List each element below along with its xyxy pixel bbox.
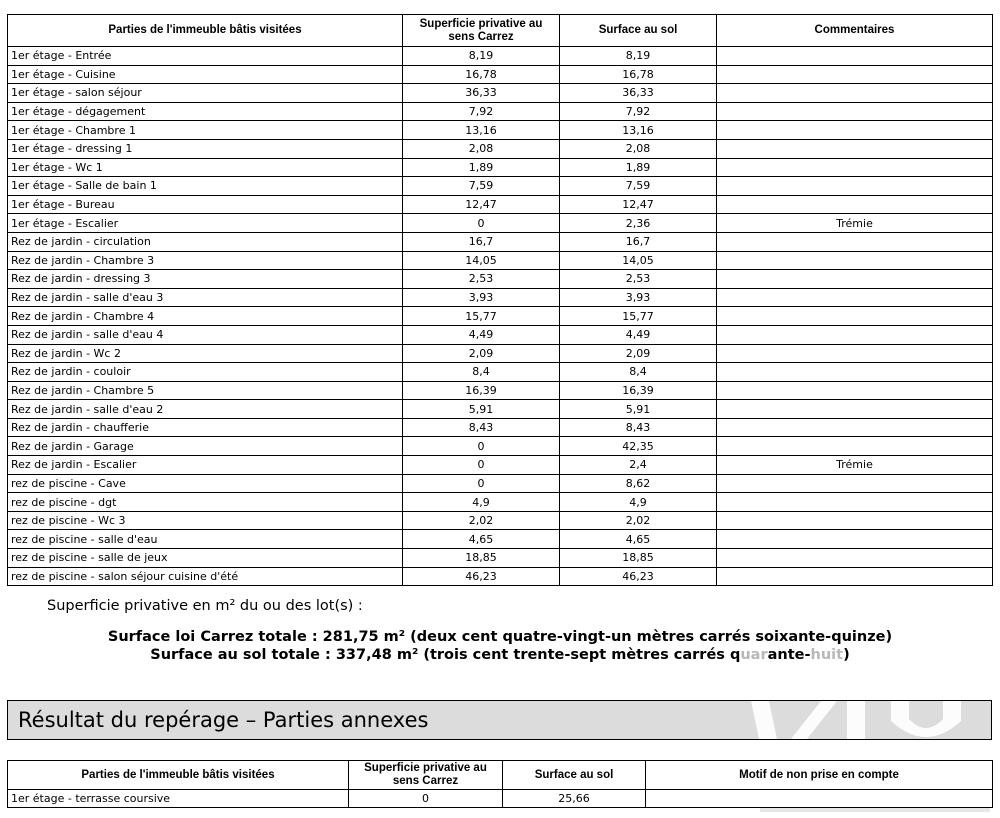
- table-cell-sol: 2,53: [560, 270, 717, 289]
- table-cell-carrez: 0: [403, 474, 560, 493]
- table-cell-carrez: 4,9: [403, 493, 560, 512]
- table-cell-part: rez de piscine - Wc 3: [8, 511, 403, 530]
- table-cell-part: 1er étage - dressing 1: [8, 139, 403, 158]
- table-cell-part: Rez de jardin - circulation: [8, 232, 403, 251]
- annex-header-row: [8, 761, 993, 790]
- table-cell-sol: 16,7: [560, 232, 717, 251]
- table-cell-carrez: 46,23: [403, 567, 560, 586]
- annex-row: [8, 790, 993, 808]
- table-cell-sol: 18,85: [560, 549, 717, 568]
- table-cell-part: 1er étage - Salle de bain 1: [8, 177, 403, 196]
- table-cell-part: 1er étage - Cuisine: [8, 65, 403, 84]
- table-cell-sol: 36,33: [560, 84, 717, 103]
- table-cell-carrez: 0: [403, 214, 560, 233]
- table-cell-sol: 15,77: [560, 307, 717, 326]
- table-cell-sol: 2,36: [560, 214, 717, 233]
- table-row: [8, 493, 993, 512]
- annex-section-header: [7, 700, 992, 740]
- table-cell-comment: [717, 307, 993, 326]
- table-cell-carrez: 16,7: [403, 232, 560, 251]
- table-cell-sol: 8,62: [560, 474, 717, 493]
- table-cell-comment: [717, 530, 993, 549]
- table-cell-sol: 5,91: [560, 400, 717, 419]
- table-cell-carrez: 4,65: [403, 530, 560, 549]
- table-cell-carrez: 16,39: [403, 381, 560, 400]
- table-cell-part: Rez de jardin - salle d'eau 4: [8, 325, 403, 344]
- table-cell-sol: 2,09: [560, 344, 717, 363]
- table-cell-comment: [717, 474, 993, 493]
- annex-header-carrez: Superficie privative au sens Carrez: [349, 761, 503, 790]
- table-cell-comment: [717, 102, 993, 121]
- table-cell-sol: 8,4: [560, 363, 717, 382]
- annex-cell-motif: [646, 790, 993, 808]
- watermark-strip-icon: [760, 806, 990, 818]
- table-cell-comment: [717, 418, 993, 437]
- annex-section-title: Résultat du repérage – Parties annexes: [18, 708, 429, 732]
- table-cell-comment: [717, 325, 993, 344]
- table-cell-part: Rez de jardin - Chambre 5: [8, 381, 403, 400]
- table-cell-part: 1er étage - Escalier: [8, 214, 403, 233]
- table-cell-part: Rez de jardin - Garage: [8, 437, 403, 456]
- table-cell-comment: [717, 251, 993, 270]
- annex-table: [7, 760, 993, 808]
- table-cell-comment: [717, 363, 993, 382]
- table-cell-part: Rez de jardin - salle d'eau 3: [8, 288, 403, 307]
- table-cell-sol: 2,08: [560, 139, 717, 158]
- table-cell-part: Rez de jardin - dressing 3: [8, 270, 403, 289]
- table-row: [8, 307, 993, 326]
- table-cell-comment: [717, 121, 993, 140]
- table-cell-part: Rez de jardin - Escalier: [8, 456, 403, 475]
- table-cell-comment: [717, 158, 993, 177]
- table-cell-sol: 8,19: [560, 47, 717, 66]
- table-cell-part: Rez de jardin - salle d'eau 2: [8, 400, 403, 419]
- table-row: [8, 177, 993, 196]
- table-cell-part: 1er étage - Bureau: [8, 195, 403, 214]
- header-carrez: Superficie privative au sens Carrez: [403, 15, 560, 47]
- table-row: [8, 195, 993, 214]
- table-cell-carrez: 4,49: [403, 325, 560, 344]
- carrez-surface-table: [7, 14, 993, 586]
- summary-intro: Superficie privative en m² du ou des lot(s) :: [47, 598, 363, 614]
- table-cell-carrez: 0: [403, 456, 560, 475]
- table-row: [8, 400, 993, 419]
- table-cell-comment: [717, 381, 993, 400]
- table-cell-sol: 2,4: [560, 456, 717, 475]
- table-cell-part: 1er étage - dégagement: [8, 102, 403, 121]
- annex-cell-carrez: 0: [349, 790, 503, 808]
- table-row: [8, 474, 993, 493]
- table-cell-sol: 46,23: [560, 567, 717, 586]
- table-cell-part: Rez de jardin - couloir: [8, 363, 403, 382]
- table-cell-carrez: 8,43: [403, 418, 560, 437]
- table-row: [8, 344, 993, 363]
- table-cell-part: 1er étage - Entrée: [8, 47, 403, 66]
- table-cell-part: rez de piscine - dgt: [8, 493, 403, 512]
- table-cell-comment: [717, 177, 993, 196]
- annex-cell-sol: 25,66: [503, 790, 646, 808]
- table-cell-comment: [717, 288, 993, 307]
- sol-total: Surface au sol totale : 337,48 m² (trois cent trente-sept mètres carrés quarante-huit): [150, 647, 850, 663]
- table-header-row: [8, 15, 993, 47]
- table-row: [8, 325, 993, 344]
- logo-watermark-icon: [751, 701, 991, 739]
- table-cell-part: Rez de jardin - Wc 2: [8, 344, 403, 363]
- table-cell-sol: 4,49: [560, 325, 717, 344]
- table-row: [8, 102, 993, 121]
- table-row: [8, 567, 993, 586]
- table-cell-comment: [717, 493, 993, 512]
- table-cell-comment: [717, 437, 993, 456]
- table-cell-carrez: 7,59: [403, 177, 560, 196]
- annex-header-part: Parties de l'immeuble bâtis visitées: [8, 761, 349, 790]
- table-cell-sol: 16,78: [560, 65, 717, 84]
- table-cell-part: Rez de jardin - Chambre 4: [8, 307, 403, 326]
- table-row: [8, 363, 993, 382]
- table-cell-sol: 13,16: [560, 121, 717, 140]
- annex-header-sol: Surface au sol: [503, 761, 646, 790]
- table-row: [8, 549, 993, 568]
- table-cell-comment: [717, 47, 993, 66]
- table-cell-comment: [717, 84, 993, 103]
- table-cell-carrez: 2,09: [403, 344, 560, 363]
- table-cell-carrez: 7,92: [403, 102, 560, 121]
- table-cell-part: rez de piscine - Cave: [8, 474, 403, 493]
- table-cell-comment: Trémie: [717, 456, 993, 475]
- summary-totals: [0, 628, 1000, 664]
- table-row: [8, 65, 993, 84]
- table-cell-sol: 42,35: [560, 437, 717, 456]
- table-row: [8, 530, 993, 549]
- table-row: [8, 232, 993, 251]
- header-part: Parties de l'immeuble bâtis visitées: [8, 15, 403, 47]
- table-cell-carrez: 8,4: [403, 363, 560, 382]
- table-cell-sol: 1,89: [560, 158, 717, 177]
- table-cell-comment: [717, 344, 993, 363]
- table-row: [8, 288, 993, 307]
- table-row: [8, 158, 993, 177]
- table-cell-part: Rez de jardin - Chambre 3: [8, 251, 403, 270]
- table-cell-part: Rez de jardin - chaufferie: [8, 418, 403, 437]
- table-cell-carrez: 1,89: [403, 158, 560, 177]
- table-cell-carrez: 2,02: [403, 511, 560, 530]
- table-cell-comment: Trémie: [717, 214, 993, 233]
- table-cell-sol: 14,05: [560, 251, 717, 270]
- table-cell-comment: [717, 65, 993, 84]
- table-row: [8, 214, 993, 233]
- table-cell-part: 1er étage - Chambre 1: [8, 121, 403, 140]
- table-cell-carrez: 36,33: [403, 84, 560, 103]
- table-cell-part: rez de piscine - salle de jeux: [8, 549, 403, 568]
- table-cell-sol: 4,65: [560, 530, 717, 549]
- table-row: [8, 270, 993, 289]
- table-cell-comment: [717, 400, 993, 419]
- table-cell-comment: [717, 232, 993, 251]
- table-row: [8, 418, 993, 437]
- table-cell-part: rez de piscine - salon séjour cuisine d'été: [8, 567, 403, 586]
- table-row: [8, 251, 993, 270]
- table-cell-comment: [717, 549, 993, 568]
- header-comment: Commentaires: [717, 15, 993, 47]
- table-cell-comment: [717, 567, 993, 586]
- table-cell-carrez: 2,08: [403, 139, 560, 158]
- table-row: [8, 47, 993, 66]
- table-cell-carrez: 8,19: [403, 47, 560, 66]
- table-row: [8, 437, 993, 456]
- table-cell-carrez: 2,53: [403, 270, 560, 289]
- header-sol: Surface au sol: [560, 15, 717, 47]
- table-row: [8, 121, 993, 140]
- table-cell-carrez: 5,91: [403, 400, 560, 419]
- table-cell-carrez: 18,85: [403, 549, 560, 568]
- table-cell-comment: [717, 195, 993, 214]
- carrez-total: Surface loi Carrez totale : 281,75 m² (deux cent quatre-vingt-un mètres carrés soixante-quinze): [107, 629, 893, 645]
- table-cell-comment: [717, 511, 993, 530]
- table-cell-sol: 3,93: [560, 288, 717, 307]
- table-row: [8, 139, 993, 158]
- table-row: [8, 84, 993, 103]
- table-cell-sol: 16,39: [560, 381, 717, 400]
- table-cell-sol: 4,9: [560, 493, 717, 512]
- table-cell-sol: 7,59: [560, 177, 717, 196]
- table-row: [8, 456, 993, 475]
- table-cell-part: rez de piscine - salle d'eau: [8, 530, 403, 549]
- table-cell-sol: 7,92: [560, 102, 717, 121]
- annex-header-motif: Motif de non prise en compte: [646, 761, 993, 790]
- annex-cell-part: 1er étage - terrasse coursive: [8, 790, 349, 808]
- table-cell-carrez: 0: [403, 437, 560, 456]
- table-cell-part: 1er étage - salon séjour: [8, 84, 403, 103]
- table-cell-sol: 2,02: [560, 511, 717, 530]
- table-cell-carrez: 3,93: [403, 288, 560, 307]
- table-cell-carrez: 14,05: [403, 251, 560, 270]
- table-cell-sol: 12,47: [560, 195, 717, 214]
- table-row: [8, 381, 993, 400]
- table-cell-comment: [717, 270, 993, 289]
- table-cell-sol: 8,43: [560, 418, 717, 437]
- table-row: [8, 511, 993, 530]
- table-cell-carrez: 15,77: [403, 307, 560, 326]
- table-cell-comment: [717, 139, 993, 158]
- table-cell-carrez: 13,16: [403, 121, 560, 140]
- table-cell-part: 1er étage - Wc 1: [8, 158, 403, 177]
- table-cell-carrez: 12,47: [403, 195, 560, 214]
- table-cell-carrez: 16,78: [403, 65, 560, 84]
